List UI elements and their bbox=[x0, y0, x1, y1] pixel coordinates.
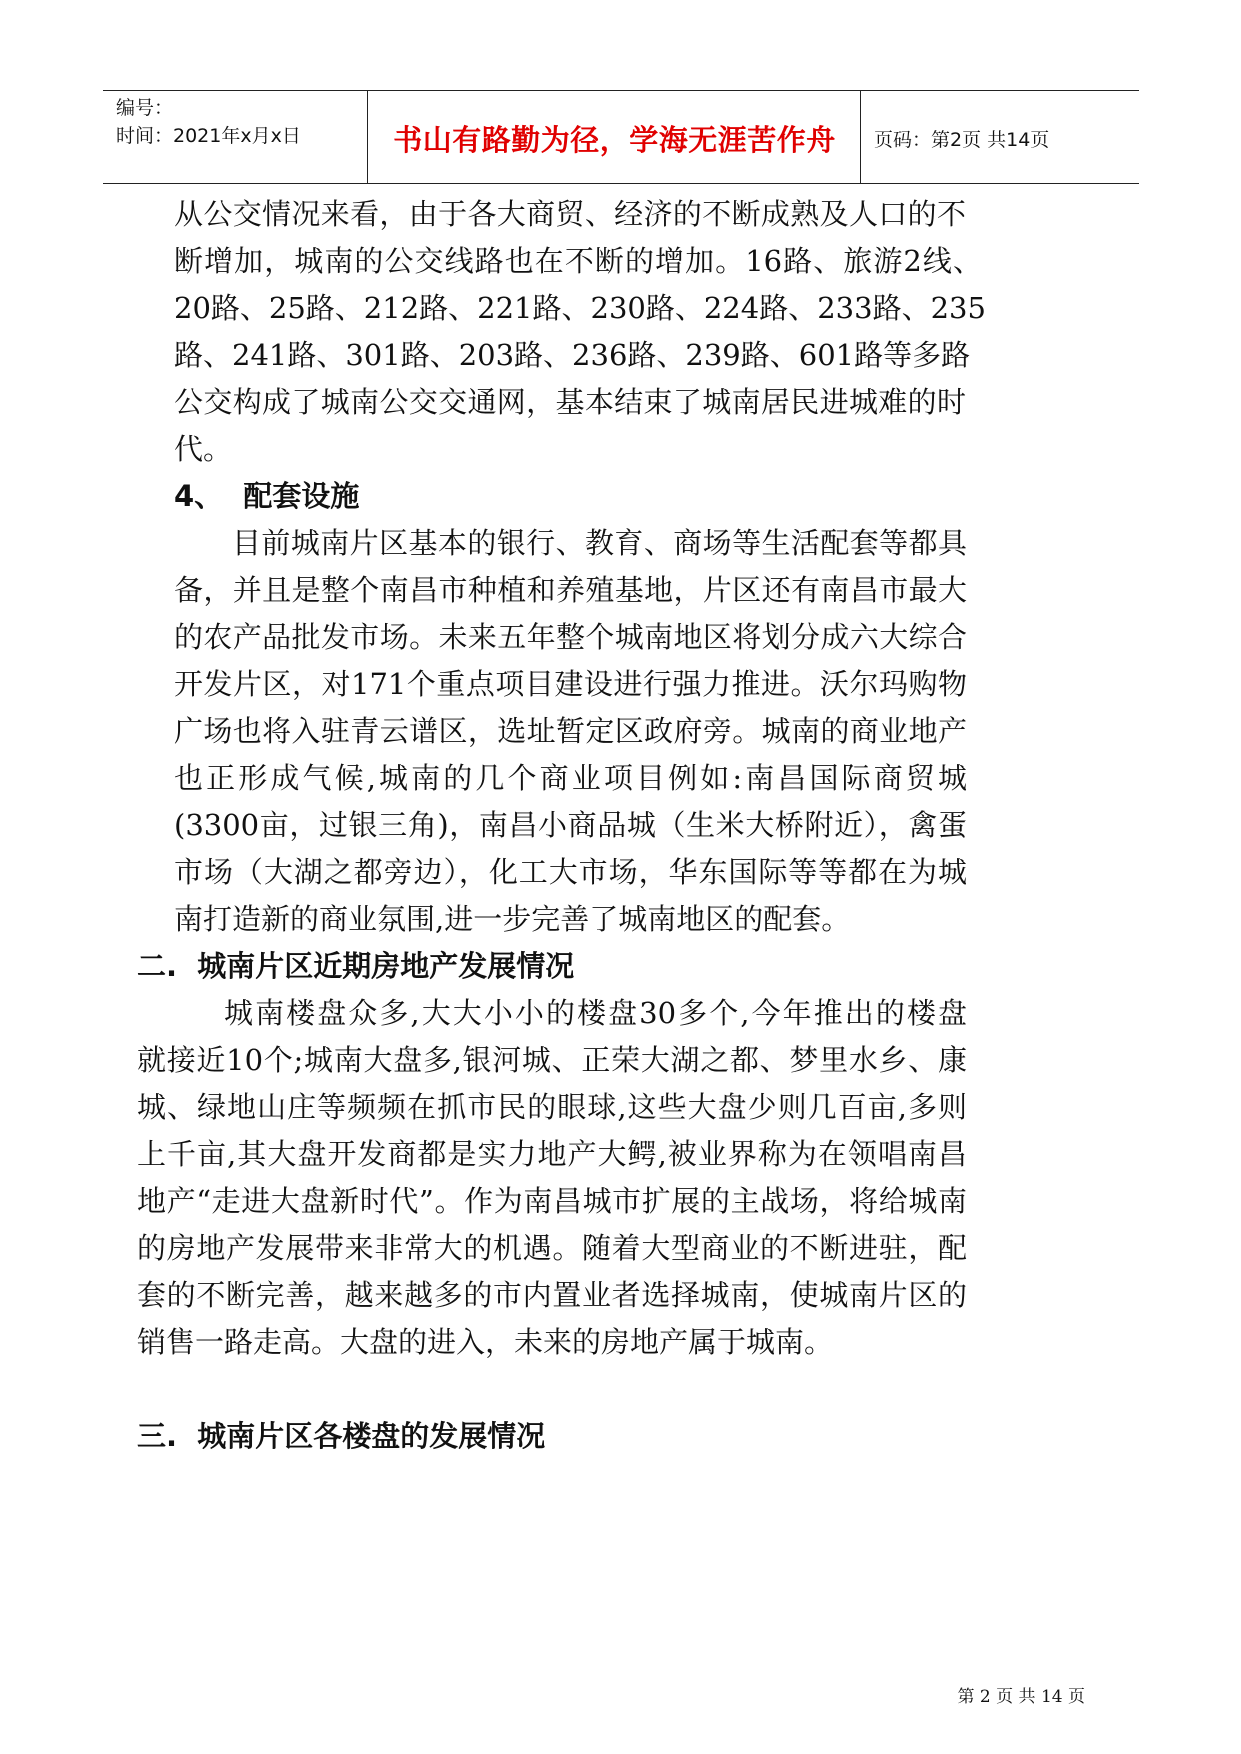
header-meta bbox=[103, 91, 368, 183]
motto: 书山有路勤为径，学海无涯苦作舟 bbox=[393, 123, 836, 157]
para2-line: 备，并且是整个南昌市种植和养殖基地，片区还有南昌市最大 bbox=[174, 573, 967, 607]
para3-line: 套的不断完善，越来越多的市内置业者选择城南，使城南片区的 bbox=[137, 1278, 967, 1312]
para3-line: 就接近10个;城南大盘多,银河城、正荣大湖之都、梦里水乡、康 bbox=[137, 1043, 967, 1077]
para3-line: 地产“走进大盘新时代”。作为南昌城市扩展的主战场，将给城南 bbox=[137, 1184, 967, 1218]
para1-line: 公交构成了城南公交交通网，基本结束了城南居民进城难的时 bbox=[174, 385, 966, 419]
para2-line: 的农产品批发市场。未来五年整个城南地区将划分成六大综合 bbox=[174, 620, 967, 654]
section-heading-2: 二. 城南片区近期房地产发展情况 bbox=[137, 949, 575, 983]
header-motto-cell bbox=[369, 91, 861, 183]
para1-line: 20路、25路、212路、221路、230路、224路、233路、235 bbox=[174, 291, 986, 325]
document-header bbox=[103, 90, 1139, 184]
header-page-cell bbox=[862, 91, 1139, 183]
para3-line: 上千亩,其大盘开发商都是实力地产大鳄,被业界称为在领唱南昌 bbox=[137, 1137, 967, 1171]
para1-line: 断增加，城南的公交线路也在不断的增加。16路、旅游2线、 bbox=[174, 244, 982, 278]
para1-line: 代。 bbox=[174, 432, 233, 466]
number-label: 编号： bbox=[116, 97, 174, 119]
para3-line: 城、绿地山庄等频频在抓市民的眼球,这些大盘少则几百亩,多则 bbox=[137, 1090, 967, 1124]
page-label: 页码：第2页 共14页 bbox=[874, 129, 1050, 151]
para1-line: 路、241路、301路、203路、236路、239路、601路等多路 bbox=[174, 338, 971, 372]
para2-line: 南打造新的商业氛围,进一步完善了城南地区的配套。 bbox=[174, 902, 851, 936]
para3-line: 的房地产发展带来非常大的机遇。随着大型商业的不断进驻，配 bbox=[137, 1231, 967, 1265]
para2-line: 目前城南片区基本的银行、教育、商场等生活配套等都具 bbox=[232, 526, 967, 560]
para2-line: 开发片区，对171个重点项目建设进行强力推进。沃尔玛购物 bbox=[174, 667, 967, 701]
para1-line: 从公交情况来看，由于各大商贸、经济的不断成熟及人口的不 bbox=[174, 197, 966, 231]
para3-line: 城南楼盘众多,大大小小的楼盘30多个,今年推出的楼盘 bbox=[224, 996, 967, 1030]
para2-line: 也正形成气候,城南的几个商业项目例如:南昌国际商贸城 bbox=[174, 761, 967, 795]
para2-line: 广场也将入驻青云谱区，选址暂定区政府旁。城南的商业地产 bbox=[174, 714, 967, 748]
section-heading-3: 三. 城南片区各楼盘的发展情况 bbox=[137, 1419, 546, 1453]
section-heading-4: 4、 配套设施 bbox=[174, 479, 360, 513]
para2-line: (3300亩，过银三角)，南昌小商品城（生米大桥附近），禽蛋 bbox=[174, 808, 967, 842]
para2-line: 市场（大湖之都旁边），化工大市场，华东国际等等都在为城 bbox=[174, 855, 967, 889]
time-label: 时间：2021年x月x日 bbox=[116, 125, 301, 147]
page-footer: 第 2 页 共 14 页 bbox=[957, 1687, 1085, 1707]
para3-line: 销售一路走高。大盘的进入，未来的房地产属于城南。 bbox=[137, 1325, 834, 1359]
